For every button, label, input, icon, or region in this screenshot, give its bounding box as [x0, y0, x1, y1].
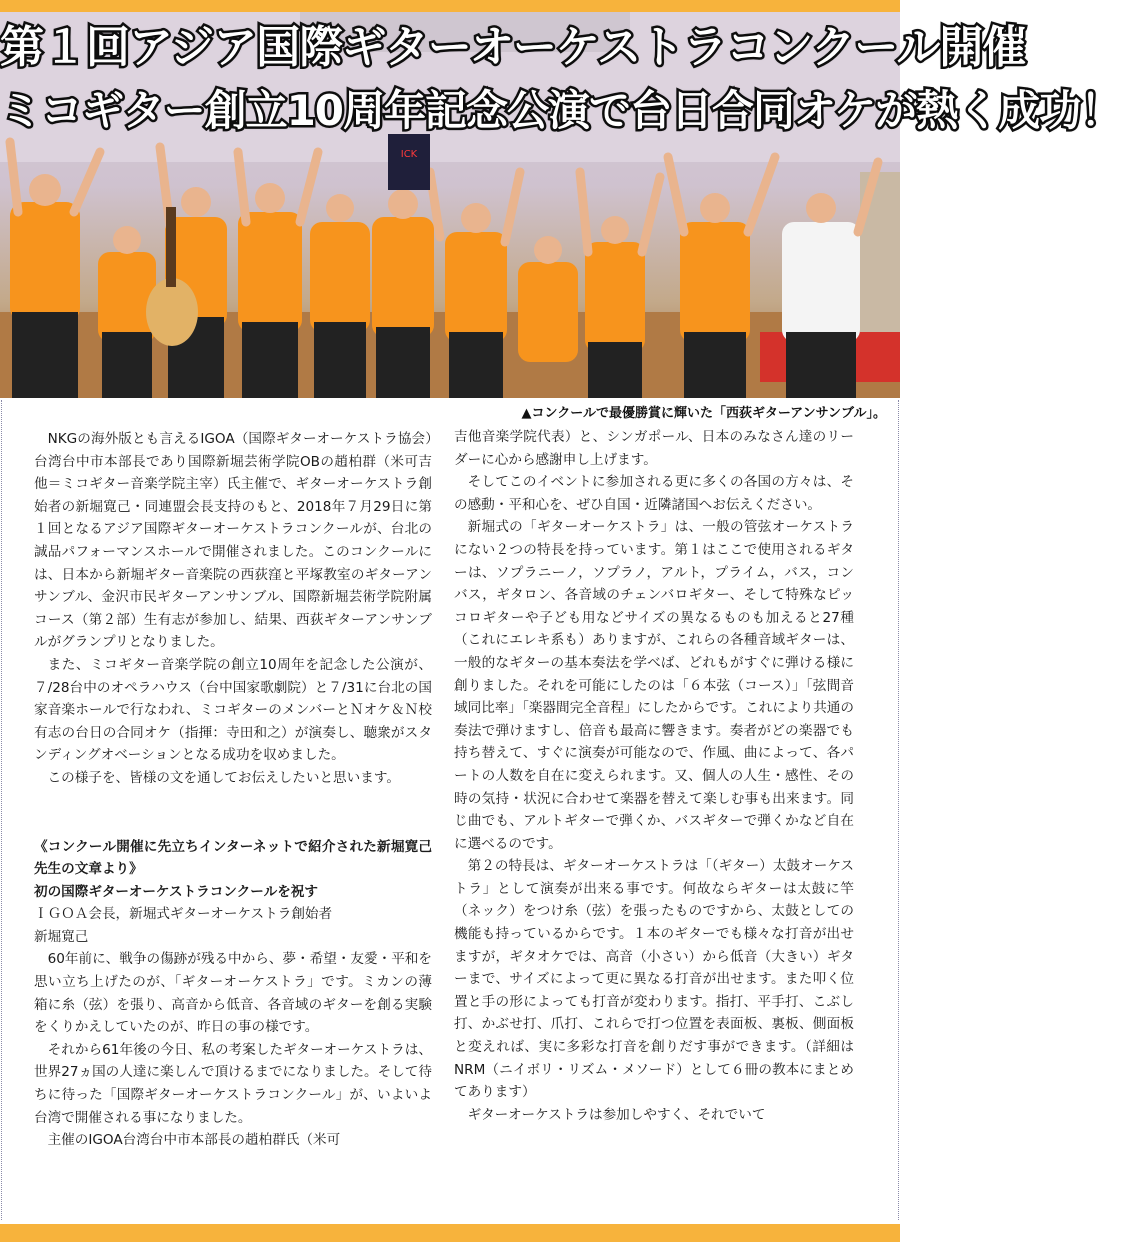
- right-paragraph-4: 第２の特長は、ギターオーケストラは「（ギター）太鼓オーケストラ」として演奏が出来る事です。何故ならギターは太鼓に竿（ネック）をつけ糸（弦）を張ったものですから、太鼓としての機能も持っているからです。１本のギターでも様々な打音が出せますが，ギタオケでは、高音（小さい）から低音（大きい）ギターまで、サイズによって更に異なる打音が出せます。また叩く位置と手の形によっても打音が変わります。指打、平手打、こぶし打、かぶせ打、爪打、これらで打つ位置を表面板、裏板、側面板と変えれば、実に多彩な打音を創りだす事ができます。（詳細はNRM（ニイボリ・リズム・メソード）として６冊の教本にまとめてあります）: [454, 858, 854, 1101]
- left-paragraph-2: また、ミコギター音楽学院の創立10周年を記念した公演が、７/28台中のオペラハウス（台中国家歌劇院）と７/31に台北の国家音楽ホールで行なわれ、ミコギターのメンバーとＮオケ＆Ｎ校有志の台日の合同オケ（指揮：寺田和之）が演奏し、聴衆がスタンディングオベーションとなる成功を収めました。: [34, 656, 432, 764]
- essay-title: 初の国際ギターオーケストラコンクールを祝す: [34, 883, 318, 900]
- left-column: [34, 428, 432, 1152]
- headline-line-1: 第１回アジア国際ギターオーケストラコンクール開催: [0, 22, 1026, 73]
- left-paragraph-6: 主催のIGOA台湾台中市本部長の趙柏群氏（米可: [47, 1132, 341, 1149]
- left-paragraph-1: NKGの海外版とも言えるIGOA（国際ギターオーケストラ協会）台湾台中市本部長であり国際新堀芸術学院OBの趙柏群（米可吉他＝ミコギター音楽学院主宰）氏主催で、ギターオーケストラ創始者の新堀寛己・同連盟会長支持のもと、2018年７月29日に第１回となるアジア国際ギターオーケストラコンクールが、台北の誠品パフォーマンスホールで開催されました。このコンクールには、日本から新堀ギター音楽院の西荻窪と平塚教室のギターアンサンブル、金沢市民ギターアンサンブル、国際新堀芸術学院附属コース（第２部）生有志が参加し、結果、西荻ギターアンサンブルがグランプリとなりました。: [34, 431, 432, 651]
- right-paragraph-3: 新堀式の「ギターオーケストラ」は、一般の管弦オーケストラにない２つの特長を持っています。第１はここで使用されるギターは、ソプラニーノ，ソプラノ，アルト，プライム，バス，コンバス，ギタロン、各音域のチェンバロギター、そして特殊なピッコロギターや子ども用などサイズの異なるものも加えると27種（これにエレキ系も）ありますが、これらの各種音域ギターは、一般的なギターの基本奏法を学べば、どれもがすぐに弾ける様に創りました。それを可能にしたのは「６本弦（コース）」「弦間音域同比率」「楽器間完全音程」にしたからです。これにより共通の奏法で弾けますし、倍音も最高に響きます。奏者がどの楽器でも持ち替えて、すぐに演奏が可能なので、作風、曲によって、各パートの人数を自在に変えられます。又、個人の人生・感性、その時の気持・状況に合わせて楽器を替えて楽しむ事も出来ます。同じ曲でも、アルトギターで弾くか、バスギターで弾くかなど自在に選べるのです。: [454, 519, 854, 852]
- author-affiliation: ＩＧＯＡ会長，新堀式ギターオーケストラ創始者: [34, 906, 333, 923]
- photo-sign-text: ICK: [400, 149, 418, 160]
- right-paragraph-2: そしてこのイベントに参加される更に多くの各国の方々は、その感動・平和心を、ぜひ自国・近隣諸国へお伝えください。: [454, 474, 854, 513]
- author-name: 新堀寛己: [34, 928, 89, 945]
- dotted-border-left: [1, 400, 2, 1220]
- bottom-color-band: [0, 1224, 900, 1242]
- right-paragraph-1: 吉他音楽学院代表）と、シンガポール、日本のみなさん達のリーダーに心から感謝申し上げます。: [454, 429, 854, 468]
- left-paragraph-3: この様子を、皆様の文を通してお伝えしたいと思います。: [47, 769, 400, 786]
- left-paragraph-4: 60年前に、戦争の傷跡が残る中から、夢・希望・友愛・平和を思い立ち上げたのが、「ギターオーケストラ」です。ミカンの薄箱に糸（弦）を張り、高音から低音、各音域のギターを創る実験をくりかえしていたのが、昨日の事の様です。: [34, 951, 432, 1036]
- quote-intro-heading: 《コンクール開催に先立ちインターネットで紹介された新堀寛己先生の文章より》: [34, 838, 432, 878]
- right-column: [454, 426, 854, 1126]
- column-spacer: [34, 790, 432, 836]
- top-color-band: [0, 0, 900, 12]
- left-paragraph-5: それから61年後の今日、私の考案したギターオーケストラは、世界27ヵ国の人達に楽しんで頂けるまでになりました。そして待ちに待った「国際ギターオーケストラコンクール」が、いよいよ台湾で開催される事になりました。: [34, 1041, 432, 1126]
- headline-line-2: ミコギター創立10周年記念公演で台日合同オケが熱く成功！: [0, 86, 1121, 135]
- photo-caption: ▲コンクールで最優勝賞に輝いた「西荻ギターアンサンブル」。: [521, 406, 886, 421]
- right-paragraph-5: ギターオーケストラは参加しやすく、それでいて: [467, 1106, 766, 1123]
- dotted-border-right: [898, 400, 899, 1220]
